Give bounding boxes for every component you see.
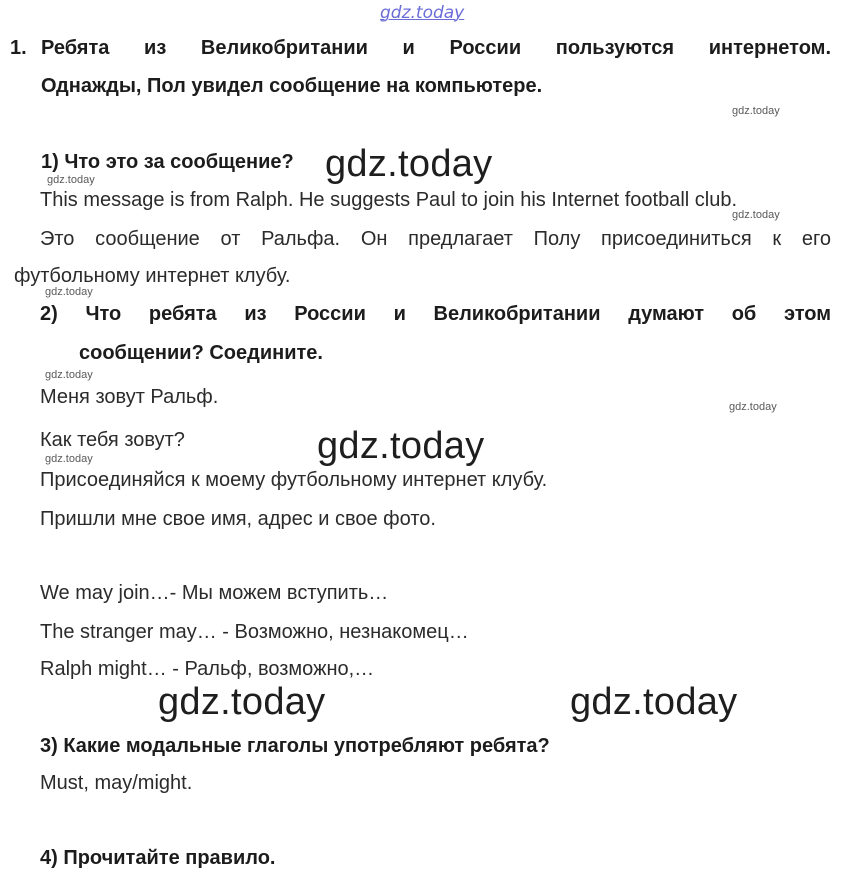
watermark-big: gdz.today [317,425,485,467]
q1-question: 1) Что это за сообщение? [41,151,294,173]
q2-match: Ralph might… - Ральф, возможно,… [40,658,375,680]
watermark-top: gdz.today [380,3,465,23]
task-title-line2: Однажды, Пол увидел сообщение на компьютере. [41,75,543,97]
q2-line: Как тебя зовут? [40,429,185,451]
q2-question-line1: 2) Что ребята из России и Великобритании думают об этом [40,303,831,325]
q2-line: Присоединяйся к моему футбольному интернет клубу. [40,469,548,491]
q1-answer-en: This message is from Ralph. He suggests Paul to join his Internet football club. [40,189,738,211]
q2-question-line2: сообщении? Соедините. [79,342,323,364]
q4-question: 4) Прочитайте правило. [40,847,276,869]
q2-match: The stranger may… - Возможно, незнакомец… [40,621,469,643]
watermark-big: gdz.today [325,143,493,185]
q1-answer-ru-line1: Это сообщение от Ральфа. Он предлагает Полу присоединиться к его [40,228,831,250]
watermark-small: gdz.today [45,453,93,465]
task-number: 1. [10,37,27,59]
q2-line: Меня зовут Ральф. [40,386,219,408]
watermark-small: gdz.today [732,105,780,117]
watermark-big: gdz.today [158,681,326,723]
q1-answer-ru-line2: футбольному интернет клубу. [14,265,291,287]
q2-match: We may join…- Мы можем вступить… [40,582,389,604]
q2-line: Пришли мне свое имя, адрес и свое фото. [40,508,436,530]
watermark-small: gdz.today [729,401,777,413]
q3-question: 3) Какие модальные глаголы употребляют ребята? [40,735,550,757]
watermark-big: gdz.today [570,681,738,723]
watermark-small: gdz.today [45,286,93,298]
task-title-line1: Ребята из Великобритании и России пользуются интернетом. [41,37,831,59]
q3-answer: Must, may/might. [40,772,193,794]
watermark-small: gdz.today [45,369,93,381]
watermark-small: gdz.today [732,209,780,221]
watermark-small: gdz.today [47,174,95,186]
